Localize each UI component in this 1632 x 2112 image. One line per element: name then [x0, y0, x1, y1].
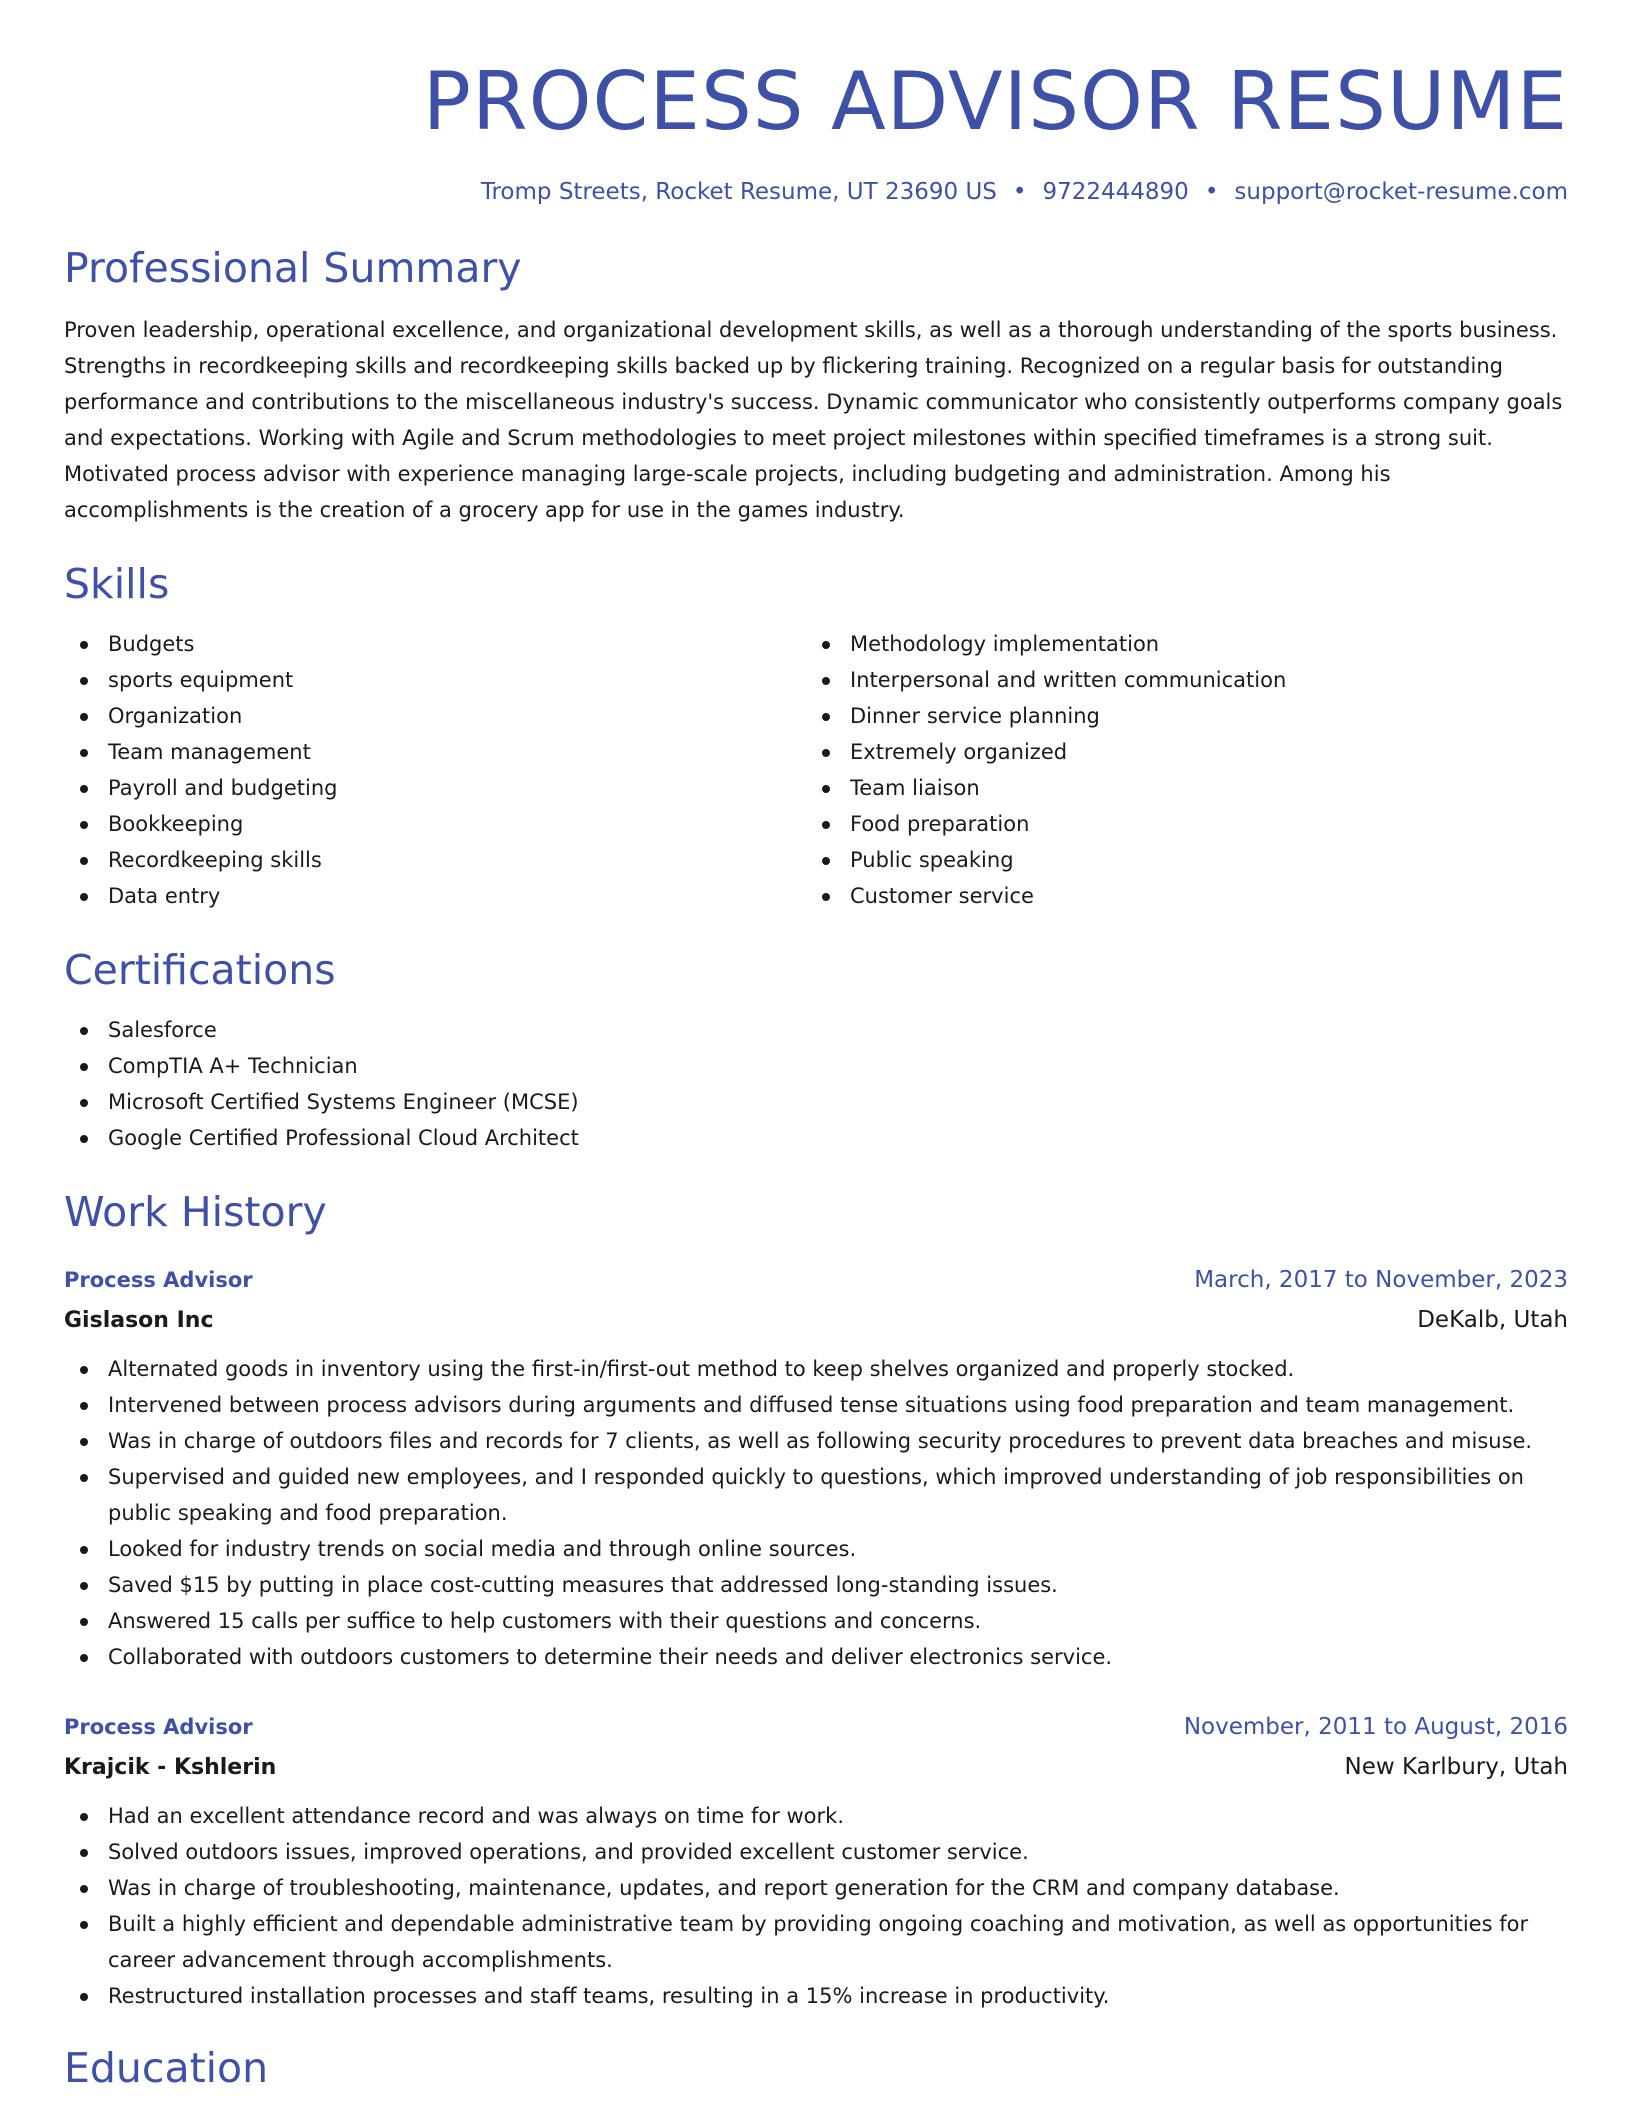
summary-heading: Professional Summary [64, 244, 522, 292]
skills-list-right [806, 626, 1548, 914]
certifications-heading: Certifications [64, 946, 336, 994]
summary-text: Proven leadership, operational excellence, and organizational development skills, as well as a thorough understanding of the sports business. Strengths in recordkeeping skills and recordkeeping skills backed up by flickering training. Recognized on a regular basis for outstanding performance and contributions to the miscellaneous industry's success. Dynamic communicator who consistently outperforms company goals and expectations. Working with Agile and Scrum methodologies to meet project milestones within specified timeframes is a strong suit. Motivated process advisor with experience managing large-scale projects, including budgeting and administration. Among his accomplishments is the creation of a grocery app for use in the games industry. [64, 318, 1563, 522]
job-company-row [64, 1300, 1568, 1341]
job-duty-item: Was in charge of outdoors files and records for 7 clients, as well as following security procedures to prevent data breaches and misuse. [64, 1423, 1568, 1459]
certification-item: Microsoft Certified Systems Engineer (MCSE) [64, 1084, 1568, 1120]
job-duty-item: Solved outdoors issues, improved operations, and provided excellent customer service. [64, 1834, 1568, 1870]
job-duty-item: Collaborated with outdoors customers to determine their needs and deliver electronics service. [64, 1639, 1568, 1675]
skill-item: Organization [64, 698, 806, 734]
skill-item: Payroll and budgeting [64, 770, 806, 806]
certifications-section [64, 942, 1568, 1156]
job-duty-item: Intervened between process advisors during arguments and diffused tense situations using food preparation and team management. [64, 1387, 1568, 1423]
job-entry [64, 1707, 1568, 2014]
certification-item: Salesforce [64, 1012, 1568, 1048]
job-duty-item: Was in charge of troubleshooting, maintenance, updates, and report generation for the CRM and company database. [64, 1870, 1568, 1906]
resume-name: PROCESS ADVISOR RESUME [422, 55, 1568, 148]
job-location: DeKalb, Utah [1417, 1307, 1568, 1333]
job-duty-item: Restructured installation processes and staff teams, resulting in a 15% increase in productivity. [64, 1978, 1568, 2014]
skills-heading: Skills [64, 560, 170, 608]
skill-item: Recordkeeping skills [64, 842, 806, 878]
contact-separator: • [1012, 179, 1027, 205]
skills-section [64, 556, 1568, 914]
job-duty-item: Had an excellent attendance record and was always on time for work. [64, 1798, 1568, 1834]
job-dates: November, 2011 to August, 2016 [1183, 1714, 1568, 1740]
job-duty-item: Built a highly efficient and dependable administrative team by providing ongoing coaching and motivation, as well as opportunities for career advancement through accomplishments. [64, 1906, 1568, 1978]
skill-item: Bookkeeping [64, 806, 806, 842]
skill-item: Interpersonal and written communication [806, 662, 1548, 698]
job-location: New Karlbury, Utah [1344, 1754, 1568, 1780]
job-duty-item: Saved $15 by putting in place cost-cutting measures that addressed long-standing issues. [64, 1567, 1568, 1603]
job-company: Gislason Inc [64, 1308, 214, 1333]
job-duties-list [64, 1351, 1568, 1675]
job-duty-item: Looked for industry trends on social media and through online sources. [64, 1531, 1568, 1567]
contact-separator: • [1204, 179, 1219, 205]
job-company: Krajcik - Kshlerin [64, 1755, 277, 1780]
job-company-row [64, 1747, 1568, 1788]
skill-item: Customer service [806, 878, 1548, 914]
skills-list-left [64, 626, 806, 914]
job-entry [64, 1260, 1568, 1675]
contact-phone: 9722444890 [1042, 179, 1189, 205]
skill-item: Data entry [64, 878, 806, 914]
skills-column-left [64, 626, 806, 914]
work-history-heading: Work History [64, 1188, 327, 1236]
skill-item: Extremely organized [806, 734, 1548, 770]
skill-item: Food preparation [806, 806, 1548, 842]
skill-item: Methodology implementation [806, 626, 1548, 662]
skill-item: Budgets [64, 626, 806, 662]
certification-item: CompTIA A+ Technician [64, 1048, 1568, 1084]
job-title-row [64, 1260, 1568, 1300]
certifications-list [64, 1012, 1568, 1156]
skill-item: Team management [64, 734, 806, 770]
summary-section [64, 240, 1568, 528]
certification-item: Google Certified Professional Cloud Architect [64, 1120, 1568, 1156]
resume-header [64, 52, 1568, 208]
job-title: Process Advisor [64, 1715, 253, 1739]
education-section [64, 2040, 1568, 2096]
skill-item: Team liaison [806, 770, 1548, 806]
job-dates: March, 2017 to November, 2023 [1194, 1267, 1568, 1293]
job-title: Process Advisor [64, 1268, 253, 1292]
skill-item: Public speaking [806, 842, 1548, 878]
skill-item: sports equipment [64, 662, 806, 698]
job-duty-item: Answered 15 calls per suffice to help customers with their questions and concerns. [64, 1603, 1568, 1639]
skills-grid [64, 626, 1568, 914]
job-duties-list [64, 1798, 1568, 2014]
skills-column-right [806, 626, 1548, 914]
job-duty-item: Supervised and guided new employees, and I responded quickly to questions, which improved understanding of job responsibilities on public speaking and food preparation. [64, 1459, 1568, 1531]
job-title-row [64, 1707, 1568, 1747]
work-history-section [64, 1184, 1568, 2014]
contact-line [64, 176, 1568, 208]
skill-item: Dinner service planning [806, 698, 1548, 734]
education-heading: Education [64, 2044, 269, 2092]
contact-email: support@rocket-resume.com [1234, 179, 1568, 205]
job-duty-item: Alternated goods in inventory using the first-in/first-out method to keep shelves organized and properly stocked. [64, 1351, 1568, 1387]
contact-address: Tromp Streets, Rocket Resume, UT 23690 US [480, 179, 997, 205]
